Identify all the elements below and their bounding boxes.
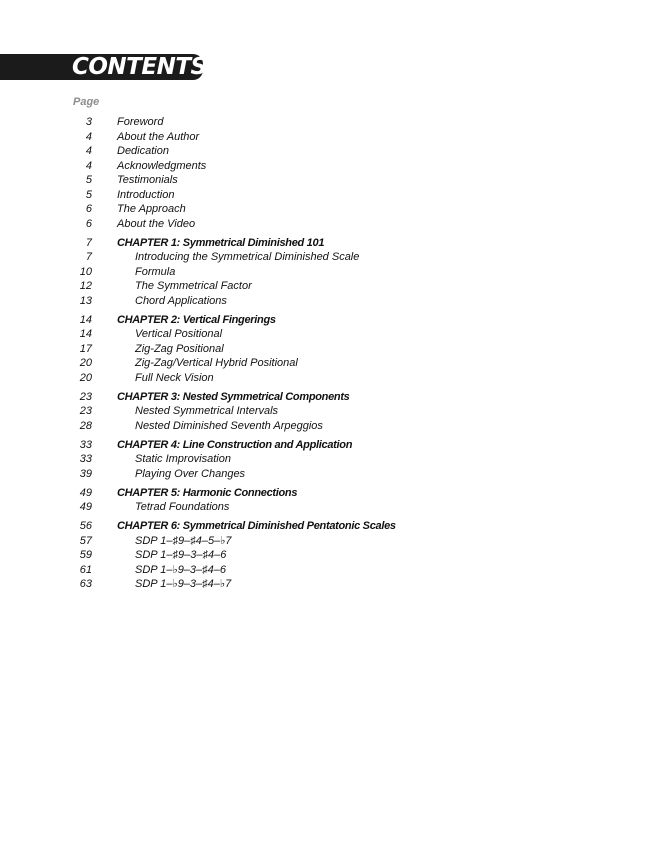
toc-page-number: 56 [79, 520, 92, 532]
toc-entry-title: CHAPTER 3: Nested Symmetrical Components [117, 390, 350, 403]
toc-row [0, 265, 648, 280]
toc-page-number: 61 [79, 563, 92, 576]
toc-page-number: 6 [85, 203, 92, 215]
toc-entry-title: CHAPTER 4: Line Construction and Application [117, 438, 353, 451]
toc-page-number: 14 [79, 313, 92, 326]
toc-page-number: 14 [79, 328, 92, 340]
toc-row [0, 356, 648, 371]
toc-chapter-row [0, 486, 648, 501]
toc-row [0, 563, 648, 578]
toc-page-number: 20 [79, 357, 92, 369]
toc-entry-title: Testimonials [117, 174, 178, 186]
toc-row [0, 500, 648, 515]
toc-row [0, 577, 648, 592]
toc-entry-title: Zig-Zag/Vertical Hybrid Positional [135, 357, 298, 369]
toc-entry-title: Playing Over Changes [135, 467, 246, 480]
toc-chapter-row [0, 313, 648, 328]
toc-row [0, 173, 648, 188]
toc-entry-title: Full Neck Vision [135, 371, 214, 384]
toc-page-number: 7 [85, 236, 92, 249]
toc-page-number: 49 [79, 486, 92, 499]
toc-page-number: 57 [79, 534, 92, 547]
toc-page-number: 20 [79, 371, 92, 384]
toc-entry-title: The Symmetrical Factor [135, 280, 252, 292]
toc-chapter-row [0, 519, 648, 534]
toc-row [0, 159, 648, 174]
toc-entry-title: SDP 1–♭9–3–♯4–6 [135, 563, 227, 576]
toc-entry-title: Foreword [117, 116, 164, 128]
toc-entry-title: SDP 1–♯9–3–♯4–6 [135, 549, 227, 561]
toc-row [0, 130, 648, 145]
toc-entry-title: SDP 1–♭9–3–♯4–♭7 [135, 578, 232, 590]
toc-entry-title: Nested Diminished Seventh Arpeggios [135, 419, 323, 432]
toc-entry-title: The Approach [117, 203, 186, 215]
toc-page-number: 12 [79, 280, 92, 292]
toc-page-number: 39 [79, 467, 92, 480]
toc-row [0, 217, 648, 232]
toc-row [0, 467, 648, 482]
toc-entry-title: About the Author [117, 130, 200, 143]
toc-row [0, 188, 648, 203]
table-of-contents [0, 115, 648, 592]
toc-page-number: 13 [79, 294, 92, 307]
toc-page-number: 10 [79, 265, 92, 278]
toc-page-number: 33 [79, 453, 92, 465]
toc-row [0, 327, 648, 342]
toc-entry-title: CHAPTER 2: Vertical Fingerings [117, 313, 276, 326]
toc-chapter-row [0, 438, 648, 453]
toc-page-number: 17 [79, 342, 92, 355]
toc-entry-title: Nested Symmetrical Intervals [135, 405, 279, 417]
toc-row [0, 419, 648, 434]
toc-page-number: 7 [85, 251, 92, 263]
toc-page-number: 4 [85, 130, 92, 143]
toc-entry-title: Formula [135, 265, 176, 278]
toc-row [0, 371, 648, 386]
toc-entry-title: SDP 1–♯9–♯4–5–♭7 [135, 534, 232, 547]
page-column-label: Page [73, 96, 100, 108]
toc-row [0, 279, 648, 294]
toc-row [0, 452, 648, 467]
toc-chapter-row [0, 236, 648, 251]
toc-entry-title: Dedication [117, 145, 169, 157]
toc-entry-title: Zig-Zag Positional [135, 342, 224, 355]
toc-row [0, 202, 648, 217]
toc-page-number: 4 [85, 145, 92, 157]
toc-page-number: 49 [79, 501, 92, 513]
toc-row [0, 534, 648, 549]
toc-page-number: 4 [85, 159, 92, 172]
toc-page-number: 23 [79, 405, 92, 417]
toc-row [0, 294, 648, 309]
toc-row [0, 548, 648, 563]
toc-page-number: 59 [79, 549, 92, 561]
toc-row [0, 115, 648, 130]
toc-row [0, 342, 648, 357]
toc-entry-title: Tetrad Foundations [135, 501, 230, 513]
toc-entry-title: Introduction [117, 188, 175, 201]
toc-page-number: 6 [85, 217, 92, 230]
toc-page-number: 23 [79, 390, 92, 403]
toc-page-number: 28 [79, 419, 92, 432]
toc-entry-title: Introducing the Symmetrical Diminished Scale [135, 251, 360, 263]
toc-page-number: 63 [79, 578, 92, 590]
toc-row [0, 144, 648, 159]
toc-page-number: 5 [85, 188, 92, 201]
toc-chapter-row [0, 390, 648, 405]
toc-page-number: 5 [85, 174, 92, 186]
toc-entry-title: Vertical Positional [135, 328, 223, 340]
toc-entry-title: Chord Applications [135, 294, 227, 307]
toc-row [0, 250, 648, 265]
toc-page-number: 33 [79, 438, 92, 451]
toc-entry-title: CHAPTER 5: Harmonic Connections [117, 486, 298, 499]
toc-entry-title: CHAPTER 1: Symmetrical Diminished 101 [117, 236, 325, 249]
page-title: CONTENTS [72, 54, 207, 80]
toc-row [0, 404, 648, 419]
toc-entry-title: Acknowledgments [117, 159, 207, 172]
toc-entry-title: Static Improvisation [135, 453, 231, 465]
toc-entry-title: CHAPTER 6: Symmetrical Diminished Pentatonic Scales [117, 520, 396, 532]
toc-entry-title: About the Video [117, 217, 196, 230]
toc-page-number: 3 [85, 116, 92, 128]
